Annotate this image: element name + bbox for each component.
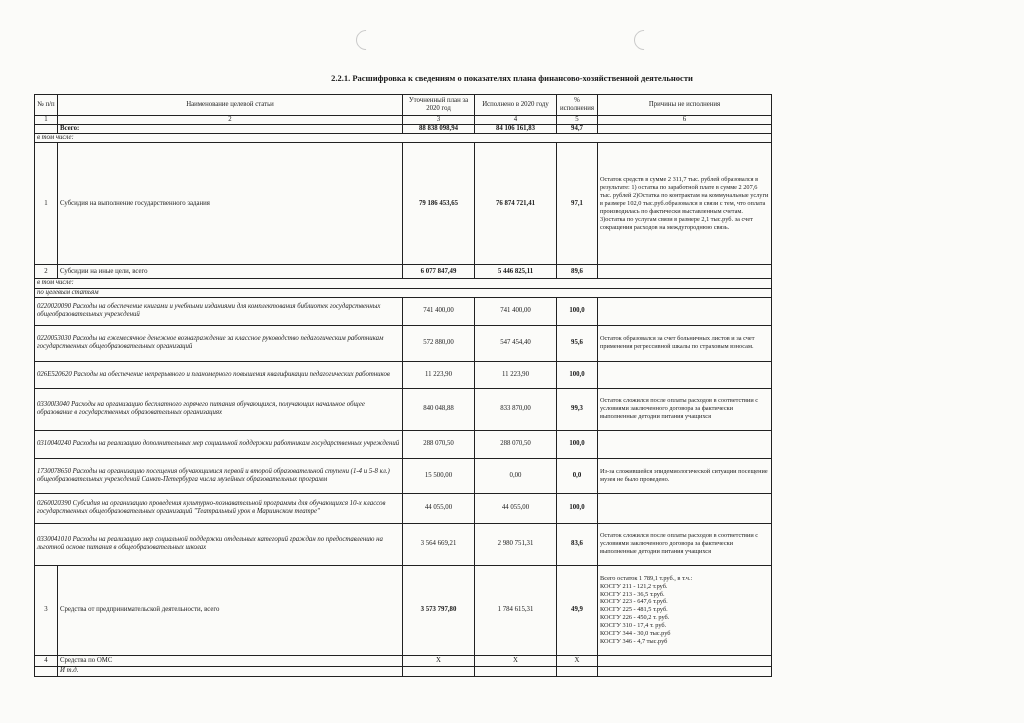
subheading-row bbox=[35, 279, 772, 288]
reason-line: КОСГУ 344 - 30,0 тыс.руб bbox=[600, 629, 671, 637]
col-header-reason: Причины не исполнения bbox=[598, 95, 772, 116]
etc-label: И т.д. bbox=[58, 666, 403, 676]
row-name: 1730078650 Расходы на организацию посещения обучающимися первой и второй образовательной ступени (1-4 и 5-8 кл.) общеобразовательных учреждений Санкт-Петербурга числа музейных образовательных программ bbox=[35, 458, 403, 493]
row-done: Х bbox=[475, 655, 557, 666]
subheading-row bbox=[35, 288, 772, 297]
row-pct: 97,1 bbox=[557, 143, 598, 265]
table-row bbox=[35, 143, 772, 265]
row-number: 4 bbox=[35, 655, 58, 666]
page-title: 2.2.1. Расшифровка к сведениям о показателях плана финансово-хозяйственной деятельности bbox=[331, 73, 693, 83]
reason-line: КОСГУ 225 - 481,5 т.руб. bbox=[600, 606, 668, 614]
row-name: Средства от предпринимательской деятельности, всего bbox=[58, 565, 403, 655]
reason-line: КОСГУ 346 - 4,7 тыс.руб bbox=[600, 637, 668, 645]
row-done: 288 070,50 bbox=[475, 430, 557, 458]
row-done: 2 980 751,31 bbox=[475, 523, 557, 565]
row-pct: 99,3 bbox=[557, 388, 598, 430]
reason-line: КОСГУ 223 - 647,6 т.руб. bbox=[600, 598, 668, 606]
row-name: 0330041010 Расходы на реализацию мер социальной поддержки отдельных категорий граждан по предоставлению на льготной основе питания в общеобразовательных школах bbox=[35, 523, 403, 565]
col-header-pct: % исполнения bbox=[557, 95, 598, 116]
table-row bbox=[35, 493, 772, 523]
row-name: Субсидия на выполнение государственного задания bbox=[58, 143, 403, 265]
row-plan: 741 400,00 bbox=[403, 297, 475, 325]
row-name: 0310040240 Расходы на реализацию дополнительных мер социальной поддержки работникам государственных учреждений bbox=[35, 430, 403, 458]
reason-line: КОСГУ 213 - 36,5 т.руб. bbox=[600, 590, 665, 598]
row-plan: 572 880,00 bbox=[403, 325, 475, 361]
col-header-num: № п/п bbox=[35, 95, 58, 116]
table-row bbox=[35, 523, 772, 565]
col-number: 6 bbox=[598, 116, 772, 125]
table-row bbox=[35, 265, 772, 279]
total-plan: 88 838 098,94 bbox=[403, 125, 475, 134]
row-done: 11 223,90 bbox=[475, 361, 557, 388]
reason-line: КОСГУ 310 - 17,4 т. руб. bbox=[600, 622, 667, 630]
row-pct: 100,0 bbox=[557, 361, 598, 388]
in-that-number-label: в том числе: bbox=[35, 279, 772, 288]
header-row bbox=[35, 95, 772, 116]
row-reason bbox=[598, 430, 772, 458]
in-that-number-label: в том числе: bbox=[35, 134, 772, 143]
row-reason bbox=[598, 493, 772, 523]
row-name: 0220020090 Расходы на обеспечение книгами и учебными изданиями для комплектования библиотек государственных общеобразовательных учреждений bbox=[35, 297, 403, 325]
row-plan: 3 564 669,21 bbox=[403, 523, 475, 565]
table-row bbox=[35, 666, 772, 676]
row-done: 1 784 615,31 bbox=[475, 565, 557, 655]
table-row bbox=[35, 458, 772, 493]
row-plan: 288 070,50 bbox=[403, 430, 475, 458]
total-done: 84 106 161,83 bbox=[475, 125, 557, 134]
table-row bbox=[35, 565, 772, 655]
row-pct: 49,9 bbox=[557, 565, 598, 655]
table-row bbox=[35, 325, 772, 361]
row-done: 5 446 825,11 bbox=[475, 265, 557, 279]
row-name: Средства по ОМС bbox=[58, 655, 403, 666]
row-number: 3 bbox=[35, 565, 58, 655]
row-reason bbox=[598, 297, 772, 325]
reason-line: КОСГУ 211 - 121,2 т.руб. bbox=[600, 582, 668, 590]
col-header-plan: Уточненный план за 2020 год bbox=[403, 95, 475, 116]
column-numbers-row bbox=[35, 116, 772, 125]
row-reason: Остаток сложился после оплаты расходов в соответствии с условиями заключенного договора за фактически выполненные детодни питания учащихся bbox=[598, 388, 772, 430]
reason-line: КОСГУ 226 - 450,2 т. руб. bbox=[600, 614, 670, 622]
col-number: 2 bbox=[58, 116, 403, 125]
row-name: 0220053030 Расходы на ежемесячное денежное вознаграждение за классное руководство педагогическим работникам государственных общеобразовательных организаций bbox=[35, 325, 403, 361]
row-done: 833 870,00 bbox=[475, 388, 557, 430]
row-done: 547 454,40 bbox=[475, 325, 557, 361]
row-reason: Остаток средств в сумме 2 311,7 тыс. рублей образовался в результате: 1) остатка по заработной плате в сумме 2 207,6 тыс. рублей 2)Остатка по контрактам на коммунальные услуги в размере 102,0 тыс.руб.образовался в связи с тем, что оплата производилась по фактически выставленным счетам. 3)остатка по услугам связи в размере 2,1 тыс.руб. за счет сокращения расходов на междугороднюю связь. bbox=[598, 143, 772, 265]
col-number: 1 bbox=[35, 116, 58, 125]
punch-hole-mark bbox=[630, 26, 658, 54]
table-row bbox=[35, 297, 772, 325]
row-plan: 15 500,00 bbox=[403, 458, 475, 493]
row-name: Субсидии на иные цели, всего bbox=[58, 265, 403, 279]
report-table bbox=[34, 94, 772, 677]
col-header-done: Исполнено в 2020 году bbox=[475, 95, 557, 116]
row-plan: 3 573 797,80 bbox=[403, 565, 475, 655]
row-name: 0260020390 Субсидия на организацию проведения культурно-познавательной программы для обучающихся 10-х классов государственных общеобразовательных организаций "Театральный урок в Мариинском театре" bbox=[35, 493, 403, 523]
row-plan: Х bbox=[403, 655, 475, 666]
row-done: 0,00 bbox=[475, 458, 557, 493]
total-label: Всего: bbox=[58, 125, 403, 134]
row-done: 76 874 721,41 bbox=[475, 143, 557, 265]
total-row bbox=[35, 125, 772, 134]
table-row bbox=[35, 430, 772, 458]
total-pct: 94,7 bbox=[557, 125, 598, 134]
by-target-label: по целевым статьям bbox=[35, 288, 772, 297]
row-name: 026E520620 Расходы на обеспечение непрерывного и планомерного повышения квалификации педагогических работников bbox=[35, 361, 403, 388]
row-plan: 6 077 847,49 bbox=[403, 265, 475, 279]
table-row bbox=[35, 388, 772, 430]
table-row bbox=[35, 361, 772, 388]
row-pct: 83,6 bbox=[557, 523, 598, 565]
row-reason: Остаток сложился после оплаты расходов в соответствии с условиями заключенного договора за фактически выполненные детодни питания учащихся bbox=[598, 523, 772, 565]
row-pct: 95,6 bbox=[557, 325, 598, 361]
row-plan: 11 223,90 bbox=[403, 361, 475, 388]
col-header-name: Наименование целевой статьи bbox=[58, 95, 403, 116]
row-reason: Остаток образовался за счет больничных листов и за счет применения регрессивной шкалы по страховым взносам. bbox=[598, 325, 772, 361]
row-number: 2 bbox=[35, 265, 58, 279]
row-pct: 0,0 bbox=[557, 458, 598, 493]
col-number: 5 bbox=[557, 116, 598, 125]
row-done: 44 055,00 bbox=[475, 493, 557, 523]
punch-hole-mark bbox=[352, 26, 380, 54]
subheading-row bbox=[35, 134, 772, 143]
table-row bbox=[35, 655, 772, 666]
col-number: 4 bbox=[475, 116, 557, 125]
row-pct: 89,6 bbox=[557, 265, 598, 279]
row-pct: 100,0 bbox=[557, 493, 598, 523]
row-pct: Х bbox=[557, 655, 598, 666]
row-pct: 100,0 bbox=[557, 297, 598, 325]
col-number: 3 bbox=[403, 116, 475, 125]
reason-line: Всего остаток 1 789,1 т.руб., в т.ч.: bbox=[600, 574, 693, 582]
row-reason: Из-за сложившейся эпидемиологической ситуации посещение музея не было проведено. bbox=[598, 458, 772, 493]
row-name: 03300l3040 Расходы на организацию бесплатного горячего питания обучающихся, получающих начальное общее образование в государственных образовательных организациях bbox=[35, 388, 403, 430]
row-done: 741 400,00 bbox=[475, 297, 557, 325]
row-plan: 840 048,88 bbox=[403, 388, 475, 430]
row-pct: 100,0 bbox=[557, 430, 598, 458]
row-plan: 44 055,00 bbox=[403, 493, 475, 523]
row-plan: 79 186 453,65 bbox=[403, 143, 475, 265]
row-reason bbox=[598, 361, 772, 388]
row-reason-list bbox=[598, 565, 772, 655]
row-number: 1 bbox=[35, 143, 58, 265]
